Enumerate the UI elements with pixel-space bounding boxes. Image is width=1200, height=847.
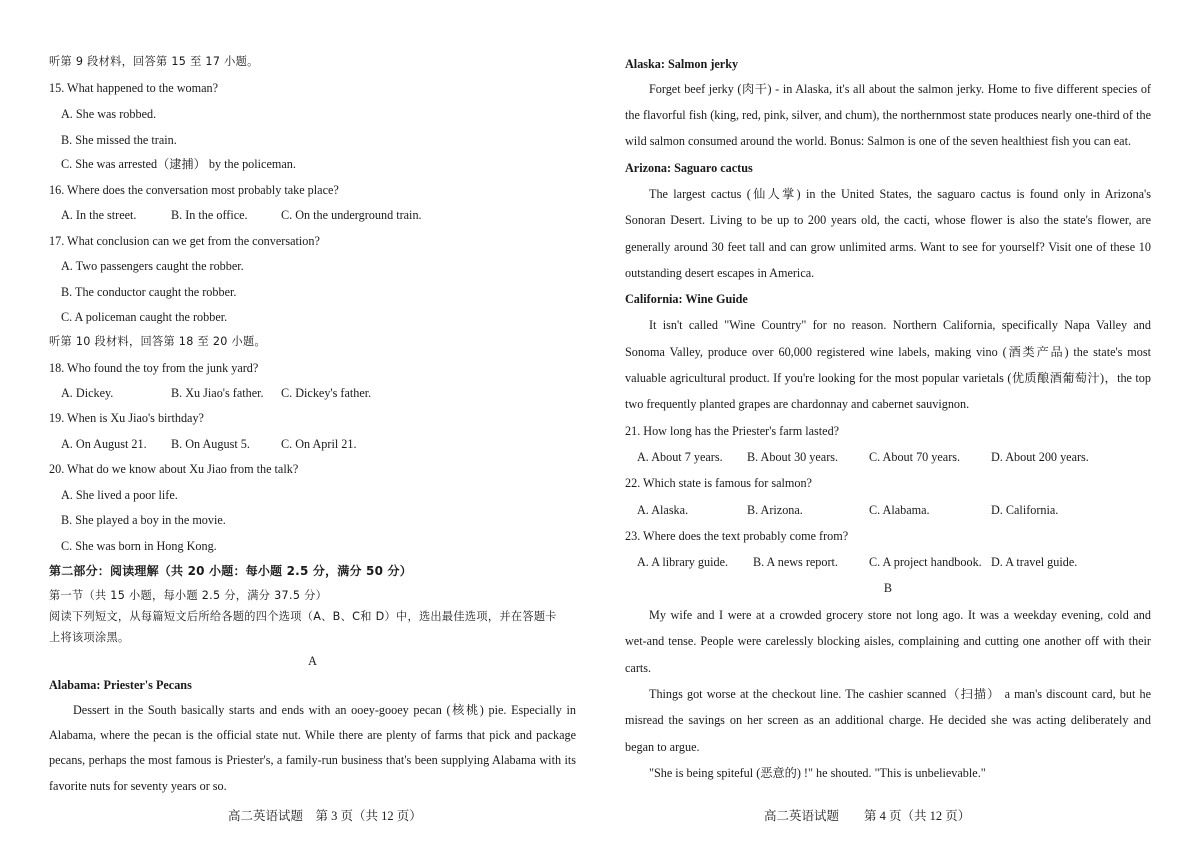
q16-options xyxy=(49,208,422,222)
q20-option-b: B. She played a boy in the movie. xyxy=(61,513,226,527)
q17-option-b: B. The conductor caught the robber. xyxy=(61,285,237,299)
q16-option-c: C. On the underground train. xyxy=(281,208,422,222)
passage-b-letter: B xyxy=(883,581,893,595)
question-20: 20. What do we know about Xu Jiao from the talk? xyxy=(49,462,299,476)
passage-b-line-4: Things got worse at the checkout line. The cashier scanned（扫描） a man's discount card, but he xyxy=(649,687,1151,701)
q21-option-a: A. About 7 years. xyxy=(637,450,723,464)
right-page xyxy=(600,0,1200,847)
q20-option-a: A. She lived a poor life. xyxy=(61,488,178,502)
q15-option-c: C. She was arrested（逮捕） by the policeman. xyxy=(61,157,296,171)
passage-b-line-2: wet-and tense. People were carelessly blocking aisles, complaining and cutting one another off with their xyxy=(625,634,1151,648)
q23-option-a: A. A library guide. xyxy=(637,555,729,569)
q19-options xyxy=(49,437,357,451)
q19-option-c: C. On April 21. xyxy=(281,437,357,451)
q19-option-a: A. On August 21. xyxy=(61,437,147,451)
section9-intro: 听第 9 段材料，回答第 15 至 17 小题。 xyxy=(49,55,259,68)
alaska-heading: Alaska: Salmon jerky xyxy=(625,57,739,71)
q23-option-b: B. A news report. xyxy=(753,555,838,569)
q22-options xyxy=(625,503,1058,517)
q15-option-a: A. She was robbed. xyxy=(61,107,157,121)
q23-options xyxy=(625,555,1077,569)
q17-option-a: A. Two passengers caught the robber. xyxy=(61,259,244,273)
california-line-2: Sonoma Valley, produce over 60,000 registered wine labels, making vino (酒类产品) the state's most xyxy=(625,345,1151,359)
q16-option-a: A. In the street. xyxy=(61,208,137,222)
question-17: 17. What conclusion can we get from the conversation? xyxy=(49,234,320,248)
question-23: 23. Where does the text probably come from? xyxy=(625,529,849,543)
california-line-4: two frequently planted grapes are chardonnay and cabernet sauvignon. xyxy=(625,397,970,411)
question-18: 18. Who found the toy from the junk yard? xyxy=(49,361,259,375)
arizona-line-2: Sonoran Desert. Living to be up to 200 years old, the cacti, whose flower is also the state's flower, are xyxy=(625,213,1151,227)
question-21: 21. How long has the Priester's farm lasted? xyxy=(625,424,840,438)
part2-section1: 第一节（共 15 小题，每小题 2.5 分，满分 37.5 分） xyxy=(49,589,328,602)
q19-option-b: B. On August 5. xyxy=(171,437,250,451)
passage-a-letter: A xyxy=(308,654,317,668)
alaska-line-3: wild salmon consumed around the world. Bonus: Salmon is one of the seven healthiest fish you can eat. xyxy=(625,134,1132,148)
alaska-line-1: Forget beef jerky (肉干) - in Alaska, it's all about the salmon jerky. Home to five different species of xyxy=(649,82,1151,96)
alabama-line-3: pecans, perhaps the most famous is Priester's, a family-run business that's been supplying Alabama with its xyxy=(49,753,576,767)
passage-b-line-5: misread the savings on her screen as an additional charge. He decided she was acting deliberately and xyxy=(625,713,1151,727)
right-page-footer: 高二英语试题 第 4 页（共 12 页） xyxy=(764,809,971,823)
q21-options xyxy=(625,450,1089,464)
passage-b-line-3: carts. xyxy=(625,661,652,675)
alabama-heading: Alabama: Priester's Pecans xyxy=(49,678,192,692)
alabama-line-1: Dessert in the South basically starts and ends with an ooey-gooey pecan (核桃) pie. Especially in xyxy=(73,703,576,717)
alabama-line-4: favorite nuts for seventy years or so. xyxy=(49,779,227,793)
q15-option-b: B. She missed the train. xyxy=(61,133,177,147)
question-15: 15. What happened to the woman? xyxy=(49,81,218,95)
q18-option-b: B. Xu Jiao's father. xyxy=(171,386,264,400)
q22-option-c: C. Alabama. xyxy=(869,503,930,517)
arizona-line-1: The largest cactus (仙人掌) in the United States, the saguaro cactus is found only in Arizona's xyxy=(649,187,1151,201)
q21-option-c: C. About 70 years. xyxy=(869,450,961,464)
passage-b-line-6: began to argue. xyxy=(625,740,700,754)
q18-options xyxy=(49,386,371,400)
q16-option-b: B. In the office. xyxy=(171,208,248,222)
california-line-1: It isn't called "Wine Country" for no reason. Northern California, specifically Napa Valley and xyxy=(649,318,1151,332)
q23-option-d: D. A travel guide. xyxy=(991,555,1078,569)
left-page-footer: 高二英语试题 第 3 页（共 12 页） xyxy=(228,809,422,823)
q17-option-c: C. A policeman caught the robber. xyxy=(61,310,228,324)
arizona-heading: Arizona: Saguaro cactus xyxy=(625,161,753,175)
arizona-line-4: outstanding desert escapes in America. xyxy=(625,266,815,280)
alabama-line-2: Alabama, where the pecan is the official state nut. While there are plenty of farms that pick and package xyxy=(49,728,576,742)
alaska-line-2: the flavorful fish (king, red, pink, silver, and chum), the northernmost state produces nearly one-third of the xyxy=(625,108,1151,122)
q21-option-b: B. About 30 years. xyxy=(747,450,839,464)
part2-instructions-line2: 上将该项涂黑。 xyxy=(49,631,130,644)
q18-option-a: A. Dickey. xyxy=(61,386,114,400)
q22-option-a: A. Alaska. xyxy=(637,503,689,517)
q21-option-d: D. About 200 years. xyxy=(991,450,1089,464)
passage-b-line-1: My wife and I were at a crowded grocery store not long ago. It was a weekday evening, cold and xyxy=(649,608,1151,622)
q22-option-d: D. California. xyxy=(991,503,1059,517)
q18-option-c: C. Dickey's father. xyxy=(281,386,372,400)
section10-intro: 听第 10 段材料，回答第 18 至 20 小题。 xyxy=(49,335,266,348)
california-heading: California: Wine Guide xyxy=(625,292,748,306)
arizona-line-3: generally around 30 feet tall and can grow unlimited arms. Want to see for yourself? Visit one of these 10 xyxy=(625,240,1151,254)
question-16: 16. Where does the conversation most probably take place? xyxy=(49,183,339,197)
part2-title: 第二部分：阅读理解（共 20 小题：每小题 2.5 分，满分 50 分） xyxy=(49,564,412,578)
q23-option-c: C. A project handbook. xyxy=(869,555,982,569)
q20-option-c: C. She was born in Hong Kong. xyxy=(61,539,217,553)
q22-option-b: B. Arizona. xyxy=(747,503,803,517)
passage-b-line-7: "She is being spiteful (恶意的) !" he shouted. "This is unbelievable." xyxy=(649,766,986,780)
california-line-3: valuable agricultural product. If you're looking for the most popular varietals (优质酿酒葡萄汁)，the top xyxy=(625,371,1151,385)
question-19: 19. When is Xu Jiao's birthday? xyxy=(49,411,204,425)
part2-instructions-line1: 阅读下列短文，从每篇短文后所给各题的四个选项（A、B、C和 D）中，选出最佳选项，并在答题卡 xyxy=(49,610,557,623)
question-22: 22. Which state is famous for salmon? xyxy=(625,476,812,490)
